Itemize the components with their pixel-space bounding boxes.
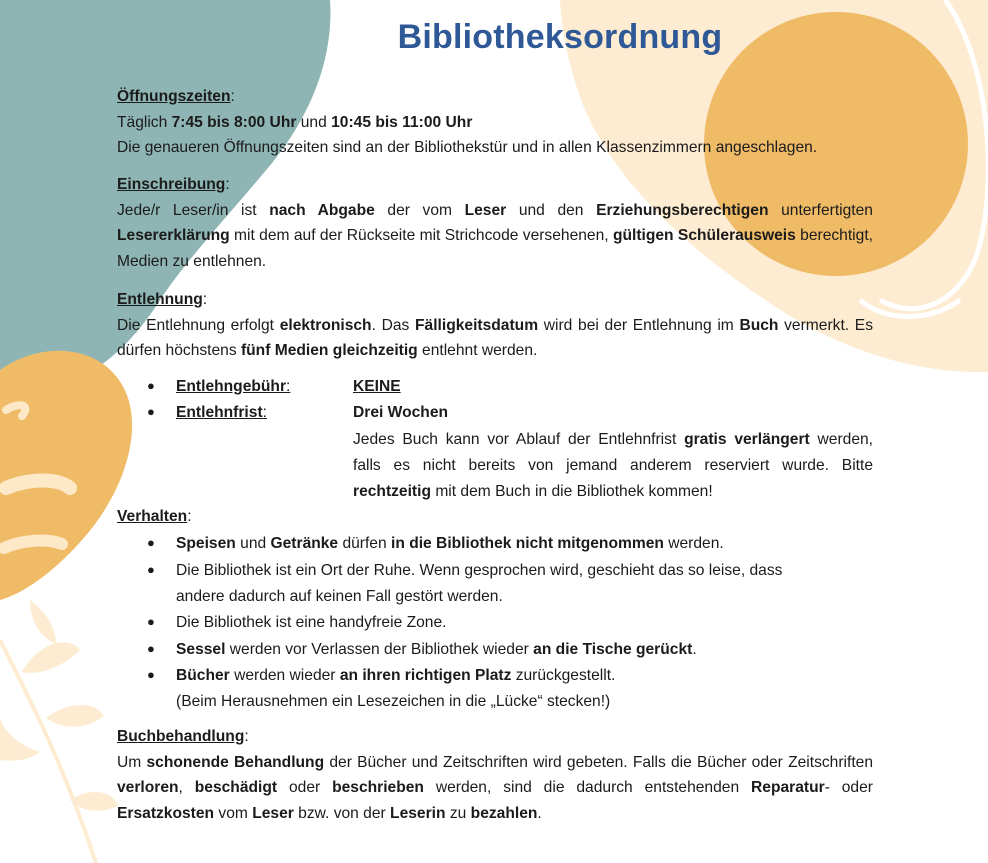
section-verhalten: Verhalten:	[117, 508, 192, 525]
frist-label: Entlehnfrist:	[176, 404, 267, 421]
buchbehandlung-text: Um schonende Behandlung der Bücher und Zeitschriften wird gebeten. Falls die Bücher oder Zeitschriften verloren, beschädigt oder beschrieben werden, sind die dadurch entstehenden Reparatur- oder Ersatzkosten vom Leser bzw. von der Leserin zu bezahlen.	[117, 753, 874, 822]
bullet-dot: ●	[147, 614, 155, 629]
bullet-dot: ●	[147, 404, 155, 419]
page-title: Bibliotheksordnung	[397, 18, 723, 56]
entlehnung-text: Die Entlehnung erfolgt elektronisch. Das Fälligkeitsdatum wird bei der Entlehnung im Buch vermerkt. Es dürfen höchstens fünf Medien gleichzeitig entlehnt werden.	[117, 316, 873, 359]
verhalten-item-handy: Die Bibliothek ist eine handyfreie Zone.	[176, 614, 447, 631]
verhalten-item-buecher: Bücher werden wieder an ihren richtigen Platz zurückgestellt. (Beim Herausnehmen ein Lesezeichen in die „Lücke“ stecken!)	[176, 667, 616, 710]
oeffnung-line-1: Täglich 7:45 bis 8:00 Uhr und 10:45 bis 11:00 Uhr	[117, 113, 473, 131]
oeffnung-line-2: Die genaueren Öffnungszeiten sind an der Bibliothekstür und in allen Klassenzimmern angeschlagen.	[117, 139, 818, 156]
frist-description: Jedes Buch kann vor Ablauf der Entlehnfrist gratis verlängert werden, falls es nicht bereits von jemand anderem reserviert wurde. Bitte rechtzeitig mit dem Buch in die Bibliothek kommen!	[353, 431, 874, 500]
bullet-dot: ●	[147, 535, 155, 550]
frist-value: Drei Wochen	[353, 404, 449, 421]
bullet-dot: ●	[147, 562, 155, 577]
verhalten-item-sessel: Sessel werden vor Verlassen der Bibliothek wieder an die Tische gerückt.	[176, 641, 697, 658]
verhalten-item-speisen: Speisen und Getränke dürfen in die Bibliothek nicht mitgenommen werden.	[176, 535, 724, 552]
gebuehr-value: KEINE	[353, 378, 401, 395]
bullet-dot: ●	[147, 667, 155, 682]
bullet-dot: ●	[147, 641, 155, 656]
section-oeffnungszeiten: Öffnungszeiten: Täglich 7:45 bis 8:00 Uhr und 10:45 bis 11:00 Uhr Die genaueren Öffnungszeiten sind an der Bibliothekstür und in allen Klassenzimmern angeschlagen.	[117, 84, 873, 161]
gebuehr-label: Entlehngebühr:	[176, 378, 291, 395]
heading-verhalten: Verhalten	[117, 508, 188, 525]
heading-oeffnungszeiten: Öffnungszeiten	[117, 88, 231, 105]
bullet-dot: ●	[147, 378, 155, 393]
section-einschreibung: Einschreibung: Jede/r Leser/in ist nach Abgabe der vom Leser und den Erziehungsberechtigen unterfertigten Lesererklärung mit dem auf der Rückseite mit Strichcode versehenen, gültigen Schülerausweis berechtigt, Medien zu entlehnen.	[117, 172, 873, 274]
einschreibung-text: Jede/r Leser/in ist nach Abgabe der vom Leser und den Erziehungsberechtigen unterfertigten Lesererklärung mit dem auf der Rückseite mit Strichcode versehenen, gültigen Schülerausweis berechtigt, Medien zu entlehnen.	[117, 201, 873, 270]
verhalten-item-ruhe: Die Bibliothek ist ein Ort der Ruhe. Wenn gesprochen wird, geschieht das so leise, dass andere dadurch auf keinen Fall gestört werden.	[176, 562, 783, 605]
heading-einschreibung: Einschreibung	[117, 176, 226, 193]
section-buchbehandlung: Buchbehandlung: Um schonende Behandlung der Bücher und Zeitschriften wird gebeten. Falls die Bücher oder Zeitschriften verloren, beschädigt oder beschrieben werden, sind die dadurch entstehenden Reparatur- oder Ersatzkosten vom Leser bzw. von der Leserin zu bezahlen.	[117, 724, 873, 826]
section-entlehnung: Entlehnung: Die Entlehnung erfolgt elektronisch. Das Fälligkeitsdatum wird bei der Entlehnung im Buch vermerkt. Es dürfen höchstens fünf Medien gleichzeitig entlehnt werden.	[117, 287, 873, 364]
heading-entlehnung: Entlehnung	[117, 291, 203, 308]
heading-buchbehandlung: Buchbehandlung	[117, 728, 245, 745]
